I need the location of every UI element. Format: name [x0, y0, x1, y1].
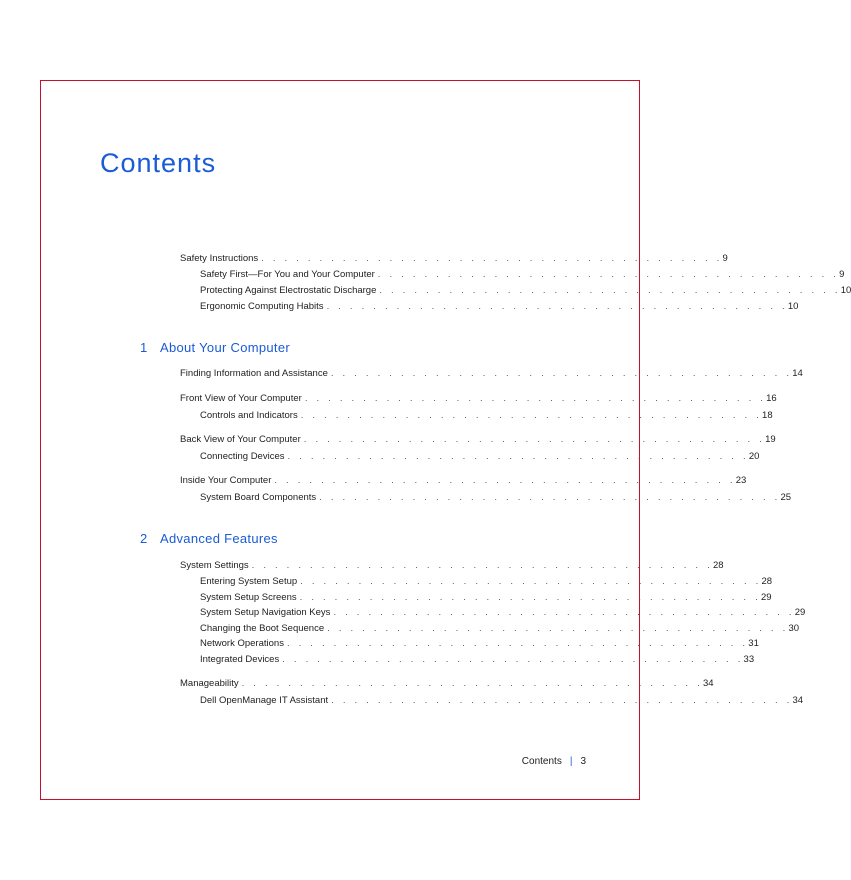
- toc-entry-boot-sequence[interactable]: [200, 622, 800, 636]
- toc-entry-inside-computer[interactable]: [180, 474, 747, 488]
- toc-entry-page: 9: [839, 269, 845, 280]
- toc-entry-page: 34: [792, 695, 804, 706]
- footer-separator: |: [569, 756, 573, 767]
- toc-entry-page: 29: [794, 607, 806, 618]
- page-number: 3: [580, 756, 586, 767]
- toc-entry-label: Safety First—For You and Your Computer: [200, 269, 375, 280]
- leader-dots: . . . . . . . . . . . . . . . . . . . . . . . . . . . . . . . . . . . . . . . .: [303, 434, 766, 445]
- chapter-heading-1[interactable]: [140, 340, 290, 355]
- toc-entry-label: Ergonomic Computing Habits: [200, 301, 324, 312]
- toc-entry-openmanage[interactable]: [200, 694, 804, 708]
- toc-entry-page: 29: [760, 592, 772, 603]
- toc-entry-label: Safety Instructions: [180, 253, 259, 264]
- leader-dots: . . . . . . . . . . . . . . . . . . . . . . . . . . . . . . . . . . . . . . . .: [326, 301, 788, 312]
- toc-entry-page: 31: [748, 638, 759, 649]
- leader-dots: . . . . . . . . . . . . . . . . . . . . . . . . . . . . . . . . . . . . . . . .: [251, 560, 713, 571]
- toc-entry-system-board[interactable]: [200, 491, 792, 505]
- toc-entry-navigation-keys[interactable]: [200, 606, 806, 620]
- leader-dots: . . . . . . . . . . . . . . . . . . . . . . . . . . . . . . . . . . . . . . . .: [286, 638, 749, 649]
- toc-entry-page: 9: [722, 253, 728, 264]
- page-title: Contents: [100, 148, 217, 178]
- leader-dots: . . . . . . . . . . . . . . . . . . . . . . . . . . . . . . . . . . . . . . . .: [300, 410, 763, 421]
- leader-dots: . . . . . . . . . . . . . . . . . . . . . . . . . . . . . . . . . . . . . . . .: [327, 623, 789, 634]
- toc-entry-page: 14: [792, 368, 803, 379]
- toc-entry-label: Dell OpenManage IT Assistant: [200, 695, 329, 706]
- leader-dots: . . . . . . . . . . . . . . . . . . . . . . . . . . . . . . . . . . . . . . . .: [331, 695, 793, 706]
- leader-dots: . . . . . . . . . . . . . . . . . . . . . . . . . . . . . . . . . . . . . . . .: [299, 592, 761, 603]
- toc-entry-ergonomic[interactable]: [200, 300, 799, 314]
- leader-dots: . . . . . . . . . . . . . . . . . . . . . . . . . . . . . . . . . . . . . . . .: [282, 654, 744, 665]
- toc-entry-page: 10: [840, 285, 851, 296]
- footer-label: Contents: [521, 756, 562, 767]
- leader-dots: . . . . . . . . . . . . . . . . . . . . . . . . . . . . . . . . . . . . . . . .: [300, 576, 762, 587]
- toc-entry-page: 20: [748, 451, 760, 462]
- toc-entry-page: 33: [743, 654, 755, 665]
- leader-dots: . . . . . . . . . . . . . . . . . . . . . . . . . . . . . . . . . . . . . . . .: [333, 607, 795, 618]
- toc-entry-label: Entering System Setup: [200, 576, 298, 587]
- leader-dots: . . . . . . . . . . . . . . . . . . . . . . . . . . . . . . . . . . . . . . . .: [241, 678, 703, 689]
- toc-entry-page: 10: [787, 301, 799, 312]
- toc-entry-label: Integrated Devices: [200, 654, 280, 665]
- toc-entry-label: Manageability: [180, 678, 239, 689]
- toc-entry-page: 18: [762, 410, 773, 421]
- toc-entry-integrated-devices[interactable]: [200, 653, 755, 667]
- toc-entry-page: 28: [712, 560, 724, 571]
- toc-entry-page: 19: [765, 434, 776, 445]
- toc-entry-label: Finding Information and Assistance: [180, 368, 328, 379]
- leader-dots: . . . . . . . . . . . . . . . . . . . . . . . . . . . . . . . . . . . . . . . .: [379, 285, 841, 296]
- leader-dots: . . . . . . . . . . . . . . . . . . . . . . . . . . . . . . . . . . . . . . . .: [287, 451, 749, 462]
- toc-entry-back-view[interactable]: [180, 433, 776, 447]
- page-footer: [522, 756, 586, 767]
- toc-entry-label: Front View of Your Computer: [180, 393, 302, 404]
- leader-dots: . . . . . . . . . . . . . . . . . . . . . . . . . . . . . . . . . . . . . . . .: [274, 475, 736, 486]
- toc-entry-connecting-devices[interactable]: [200, 450, 760, 464]
- toc-entry-network-operations[interactable]: [200, 637, 759, 651]
- toc-entry-page: 34: [702, 678, 714, 689]
- chapter-heading-2[interactable]: [140, 531, 278, 546]
- leader-dots: . . . . . . . . . . . . . . . . . . . . . . . . . . . . . . . . . . . . . . . .: [261, 253, 723, 264]
- leader-dots: . . . . . . . . . . . . . . . . . . . . . . . . . . . . . . . . . . . . . . . .: [304, 393, 767, 404]
- toc-entry-label: Network Operations: [200, 638, 284, 649]
- toc-entry-safety-first[interactable]: [200, 268, 845, 282]
- toc-entry-label: Connecting Devices: [200, 451, 285, 462]
- toc-entry-setup-screens[interactable]: [200, 591, 772, 605]
- toc-entry-label: Inside Your Computer: [180, 475, 272, 486]
- leader-dots: . . . . . . . . . . . . . . . . . . . . . . . . . . . . . . . . . . . . . . . .: [319, 492, 781, 503]
- toc-entry-label: Protecting Against Electrostatic Discharge: [200, 285, 377, 296]
- toc-entry-controls-indicators[interactable]: [200, 409, 773, 423]
- toc-entry-label: System Board Components: [200, 492, 317, 503]
- toc-entry-page: 25: [780, 492, 792, 503]
- toc-entry-label: Controls and Indicators: [200, 410, 298, 421]
- toc-entry-label: Changing the Boot Sequence: [200, 623, 325, 634]
- toc-entry-page: 23: [735, 475, 747, 486]
- toc-entry-page: 16: [766, 393, 777, 404]
- toc-entry-label: Back View of Your Computer: [180, 434, 301, 445]
- toc-entry-finding-information[interactable]: [180, 367, 803, 381]
- toc-entry-page: 28: [761, 576, 773, 587]
- toc-entry-system-settings[interactable]: [180, 559, 724, 573]
- toc-entry-front-view[interactable]: [180, 392, 777, 406]
- toc-entry-manageability[interactable]: [180, 677, 714, 691]
- toc-entry-label: System Setup Navigation Keys: [200, 607, 331, 618]
- toc-entry-page: 30: [788, 623, 800, 634]
- toc-entry-entering-setup[interactable]: [200, 575, 773, 589]
- chapter-number: 1: [140, 340, 148, 355]
- toc-entry-label: System Setup Screens: [200, 592, 297, 603]
- leader-dots: . . . . . . . . . . . . . . . . . . . . . . . . . . . . . . . . . . . . . . . .: [330, 368, 793, 379]
- toc-entry-label: System Settings: [180, 560, 249, 571]
- chapter-title: About Your Computer: [160, 340, 291, 355]
- toc-entry-esd[interactable]: [200, 284, 851, 298]
- toc-entry-safety-instructions[interactable]: [180, 252, 728, 266]
- chapter-number: 2: [140, 531, 148, 546]
- leader-dots: . . . . . . . . . . . . . . . . . . . . . . . . . . . . . . . . . . . . . . . .: [377, 269, 840, 280]
- chapter-title: Advanced Features: [160, 531, 278, 546]
